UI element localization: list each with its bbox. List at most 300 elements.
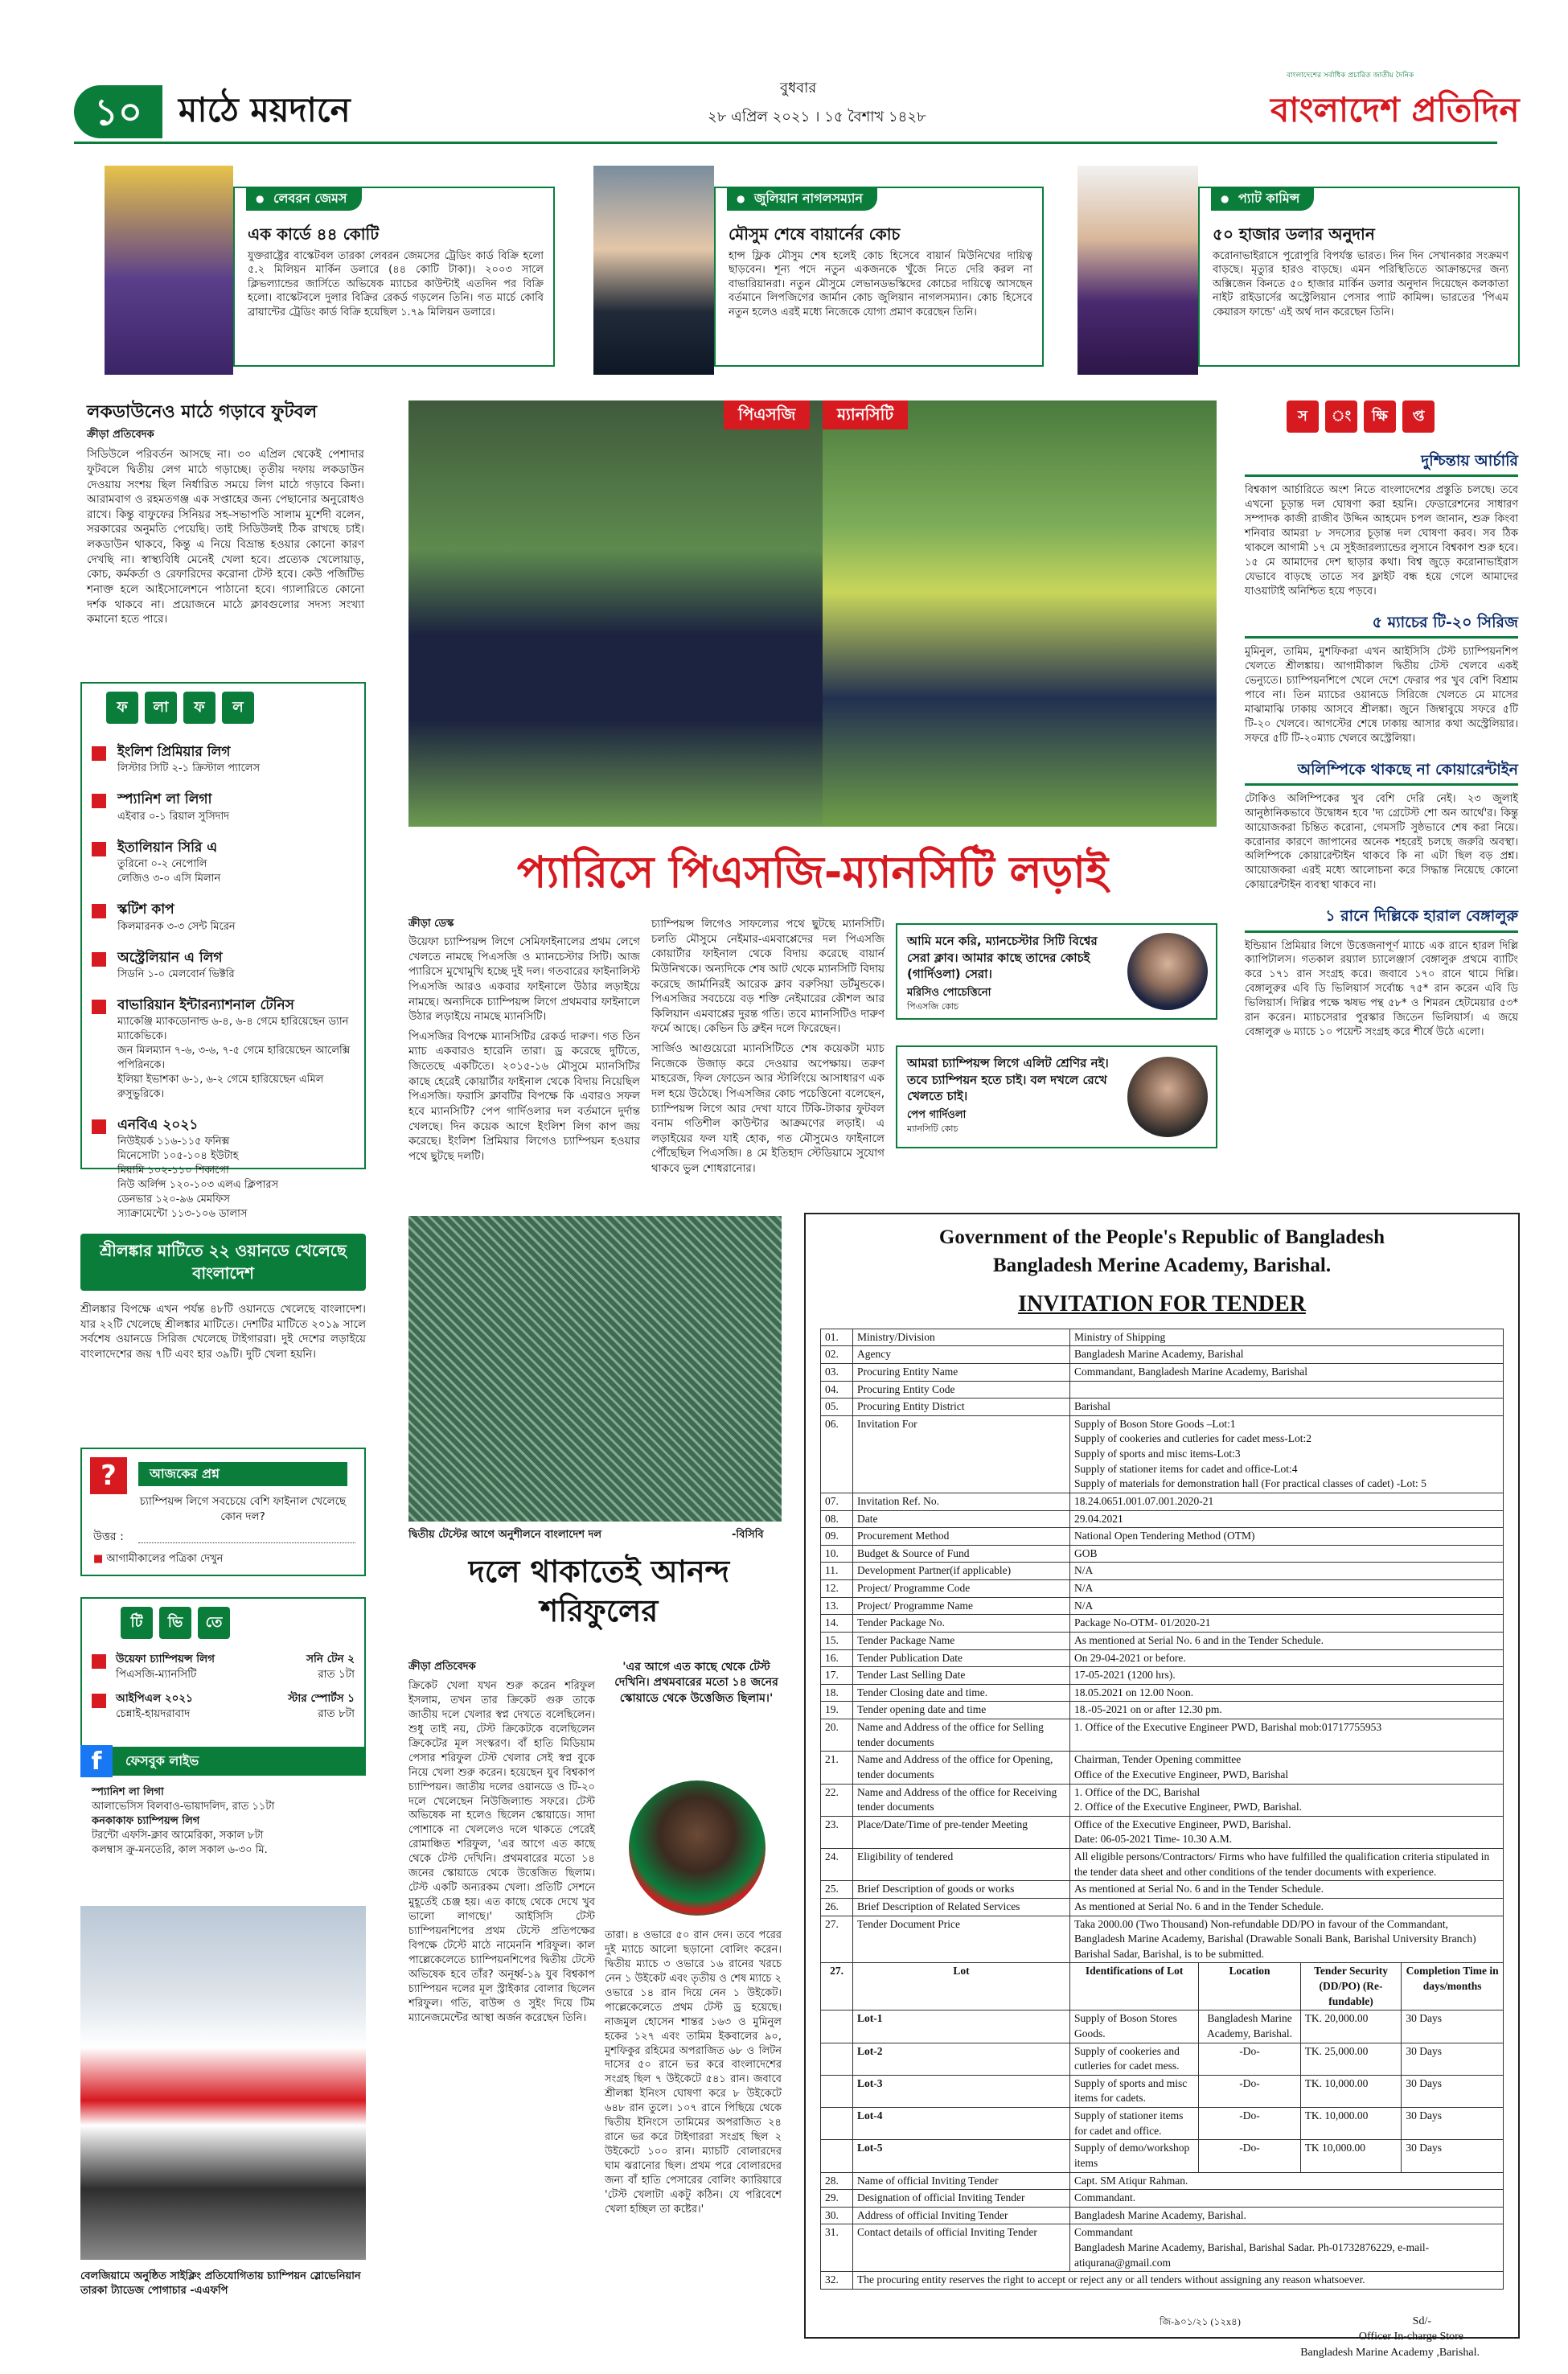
tender-row bbox=[821, 1816, 1504, 1848]
quiz-note bbox=[93, 1552, 223, 1567]
header-rule bbox=[74, 142, 1497, 144]
result-league: স্কটিশ কাপ bbox=[117, 902, 174, 918]
nagelsmann-photo bbox=[593, 166, 714, 375]
tender-sl: 09. bbox=[821, 1528, 853, 1546]
quiz-answer-label: উত্তর : bbox=[93, 1530, 124, 1543]
tender-label: Date bbox=[853, 1510, 1070, 1528]
tv-right bbox=[116, 1707, 355, 1722]
tender-value: Supply of Boson Store Goods –Lot:1 Supply of cookeries and cutleries for cadet mess-Lot:2 Supply of sports and misc items-Lot:3 Supply of stationer items for cadet and office-Lot:4 Supply of materials for demonstration hall (For practical classes of cadet) -Lot: 5 bbox=[1070, 1415, 1504, 1493]
result-item bbox=[92, 743, 355, 776]
tv-list bbox=[92, 1652, 355, 1722]
tender-label: Invitation For bbox=[853, 1415, 1070, 1493]
tv-item bbox=[92, 1652, 355, 1682]
tender-lot-desc: Supply of cookeries and cutleries for cadet mess. bbox=[1070, 2043, 1199, 2075]
pochettino-photo bbox=[1127, 933, 1208, 1010]
profile-body: করোনাভাইরাসে পুরোপুরি বিপর্যস্ত ভারত। দিন দিন সেখানকার সংক্রমণ বাড়ছে। মৃত্যুর হারও বাড়ছে। এমন পরিস্থিতিতে আক্রান্তদের জন্য অক্সিজেন কিনতে ৫০ হাজার মার্কিন ডলার অনুদান দিয়েছেন কলকাতা নাইট রাইডার্সের অস্ট্রেলিয়ান পেসার প্যাট কামিন্স। ভারতের 'পিএম কেয়ারস ফান্ডে' এই অর্থ দান করেছেন তিনি। bbox=[1213, 249, 1508, 318]
tv-channel: স্টার স্পোর্টস ১ bbox=[288, 1692, 355, 1706]
tender-ad bbox=[804, 1213, 1520, 2359]
tender-value: Taka 2000.00 (Two Thousand) Non-refundable DD/PO in favour of the Commandant, Bangladesh Marine Academy, Barishal (Drawable Sonali Bank, Barishal University Branch) Barishal Sadar, Barishal, is to be submitted. bbox=[1070, 1916, 1504, 1963]
tender-sl: 30. bbox=[821, 2207, 853, 2224]
tender-lot-loc: -Do- bbox=[1199, 2075, 1300, 2107]
tender-lot-head-cell: Location bbox=[1199, 1963, 1300, 2011]
tender-lot: Lot-5 bbox=[853, 2140, 1070, 2172]
tv-time: রাত ১টা bbox=[318, 1667, 355, 1681]
profile-body: হান্স ফ্লিক মৌসুম শেষ হলেই কোচ হিসেবে বায়ার্ন মিউনিখের দায়িত্ব ছাড়বেন। শূন্য পদে নতুন একজনকে খুঁজে নিতে দেরি করল না বাভারিয়ানরা। নতুন মৌসুমে লেভানডভস্কিদের কোচের দায়িত্বে আসছেন বর্তমানে লিপজিগের জার্মান কোচ জুলিয়ান নাগলসম্যান। কোচ হিসেবে নতুন হলেও এরই মধ্যে নিজেকে যোগ্য প্রমাণ করেছেন তিনি। bbox=[729, 249, 1032, 318]
quiz-answer-line bbox=[138, 1542, 355, 1543]
facebook-header bbox=[80, 1745, 366, 1777]
tender-label: Tender opening date and time bbox=[853, 1702, 1070, 1719]
result-item bbox=[92, 996, 355, 1102]
results-box bbox=[80, 682, 366, 1221]
shoriful-col2-text: তারা। ৪ ওভারে ৫০ রান দেন। তবে পরের দুই ম্যাচে আলো ছড়ানো বোলিং করেন। দ্বিতীয় ম্যাচে ৩ ওভারে ১৬ রানের খরচে নেন ১ উইকেট এবং তৃতীয় ও শেষ ম্যাচে ২ ওভারে ১৪ রান দিয়ে নেন ১ উইকেট। পাল্লেকেলেতে প্রথম টেস্ট ড্র হয়েছে। নাজমুল হোসেন শান্তর ১৬৩ ও মুমিনুল হকের ১২৭ এবং তামিম ইকবালের ৯০, মুশফিকুর রহিমের অপরাজিত ৬৮ ও লিটন দাসের ৫০ রানে ভর করে বাংলাদেশের সংগ্রহ ছিল ৭ উইকেটে ৫৪১ রান। জবাবে শ্রীলঙ্কা ইনিংস ঘোষণা করে ৮ উইকেটে ৬৪৮ রান তুলে। ১০৭ রানে পিছিয়ে থেকে দ্বিতীয় ইনিংসে তামিমের অপরাজিত ২৪ রানে ভর করে টাইগাররা সংগ্রহ ছিল ২ উইকেটে ১০০ রান। ম্যাচটি বোলারদের ঘাম ঝরানোর ছিল। প্রথম পরে বোলারদের জন্য বাঁ হাতি পেসারের বোলিং ক্যারিয়ারে 'টেস্ট খেলাটা একটু কঠিন। যে পরিবেশে খেলা হচ্ছিল তা কষ্টের।' bbox=[605, 1929, 782, 2216]
tender-lot: Lot-2 bbox=[853, 2043, 1070, 2075]
story-byline: ক্রীড়া প্রতিবেদক bbox=[87, 429, 154, 442]
tender-row bbox=[821, 1881, 1504, 1899]
tv-event: আইপিএল ২০২১ bbox=[116, 1692, 193, 1706]
tender-label: Tender Closing date and time. bbox=[853, 1684, 1070, 1702]
main-col1-p1: উয়েফা চ্যাম্পিয়ন্স লিগে সেমিফাইনালের প্রথম লেগে খেলতে নামছে পিএসজি ও ম্যানচেস্টার সিটি। আজ প্যারিসে মুখোমুখি হচ্ছে দুই দল। গতবারের ফাইনালিস্ট পিএসজি আরও একবার ফাইনালে উঠার লড়াইয়ে নামছে। অন্যদিকে চ্যাম্পিয়ন্স লিগে প্রথমবার ফাইনালে উঠার লড়াইয়ে নামছে ম্যানসিটি। bbox=[408, 935, 640, 1024]
tv-right bbox=[116, 1667, 355, 1682]
tender-sl: 25. bbox=[821, 1881, 853, 1899]
tender-row bbox=[821, 1916, 1504, 1963]
tender-lot-row bbox=[821, 2043, 1504, 2075]
tender-row bbox=[821, 1493, 1504, 1510]
tender-lot-sec: TK. 10,000.00 bbox=[1300, 2075, 1402, 2107]
tender-row bbox=[821, 1510, 1504, 1528]
tender-lot: Lot-3 bbox=[853, 2075, 1070, 2107]
tender-value: Commandant Bangladesh Marine Academy, Barishal, Barishal Sadar. Ph-01732876229, e-mail-atiqurana@gmail.com bbox=[1070, 2224, 1504, 2272]
tender-label: Budget & Source of Fund bbox=[853, 1545, 1070, 1563]
fb-event: স্প্যানিশ লা লিগা bbox=[92, 1786, 164, 1798]
tender-sl bbox=[821, 2108, 853, 2140]
shoriful-photo bbox=[629, 1780, 766, 1916]
tender-label: Address of official Inviting Tender bbox=[853, 2207, 1070, 2224]
shoriful-col1-text: ক্রিকেট খেলা যখন শুরু করেন শরিফুল ইসলাম, তখন তার ক্রিকেট গুরু তাকে জাতীয় দলে খেলার স্বপ্ন দেখতে বলেছিলেন। শুধু তাই নয়, টেস্ট ক্রিকেটকে বলেছিলেন ক্রিকেটের মূল সংস্করণ। বাঁ হাতি মিডিয়াম পেসার শরিফুল টেস্ট খেলার সেই স্বপ্ন বুকে নিয়ে খেলা শুরু করেন। হয়েছেন যুব বিশ্বকাপ চ্যাম্পিয়ন। জাতীয় দলের ওয়ানডে ও টি-২০ দলে খেলেছেন নিউজিল্যান্ড সফরে। টেস্ট অভিষেক না হলেও ছিলেন স্কোয়াডে। সাদা পোশাকে না খেললেও দলে থাকতে পেরেই রোমাঞ্চিত শরিফুল, 'এর আগে এত কাছে থেকে টেস্ট দেখিনি। প্রথমবারের মতো ১৪ জনের স্কোয়াডে থেকে উত্তেজিত ছিলাম। টেস্ট একটি অন্যরকম খেলা। প্রতিটি সেশনে মুহূর্তেই চেঞ্জ হয়। এত কাছে থেকে দেখে খুব ভালো লাগছে।' আইসিসি টেস্ট চ্যাম্পিয়নশিপের প্রথম টেস্টে প্রতিপক্ষের বিপক্ষে টেস্টে মাঠে নামেননি শরিফুল। কাল পাল্লেকেলেতে চ্যাম্পিয়নশিপের দ্বিতীয় টেস্টে অভিষেক হবে তাঁর? অনূর্ধ্ব-১৯ যুব বিশ্বকাপ চ্যাম্পিয়ন দলের মূল স্ট্রাইকার বোলার ছিলেন শরিফুল। গতি, বাউন্স ও সুইং দিয়ে টিম ম্যানেজমেন্টের আস্থা অর্জন করেছেন তিনি। bbox=[408, 1680, 595, 2024]
result-line: এইবার ০-১ রিয়াল সুসিদাদ bbox=[117, 810, 230, 823]
psg-photo bbox=[408, 400, 823, 827]
facebook-box bbox=[80, 1745, 366, 1866]
result-item bbox=[92, 901, 355, 934]
brief-chips bbox=[1287, 400, 1518, 433]
shoriful-headline: দলে থাকাতেই আনন্দ শরিফুলের bbox=[468, 1554, 730, 1629]
results-list bbox=[92, 743, 355, 1222]
results-chips bbox=[106, 692, 355, 724]
sign-officer: Officer In-charge Store bbox=[1358, 2331, 1463, 2343]
lockdown-story bbox=[87, 400, 364, 632]
brief-body: টোকিও অলিম্পিকের খুব বেশি দেরি নেই। ২৩ জুলাই আনুষ্ঠানিকভাবে উদ্বোধন হবে 'দ্য গ্রেটেস্ট শো অন আর্থে'র। কিন্তু আয়োজকরা চিন্তিত করোনা, গেমসটি সুষ্ঠভাবে শেষ করা নিয়ে। করোনার কারণে জাপানের অনেক শহরেই চলছে জরুরি অবস্থা। অলিম্পিকে কোয়ারেন্টাইন থাকবে কি না এটা ছিল বড় প্রশ্ন। আয়োজকরা এরই মধ্যে আলোচনা করে সিদ্ধান্ত নিয়েছে কোনো কোয়ারেন্টাইন ব্যবস্থা থাকবে না। bbox=[1245, 792, 1518, 892]
tender-value: Bangladesh Marine Academy, Barishal bbox=[1070, 1346, 1504, 1364]
tender-row bbox=[821, 2172, 1504, 2190]
tender-table bbox=[820, 1329, 1504, 2290]
tender-value: Commandant, Bangladesh Marine Academy, Barishal bbox=[1070, 1363, 1504, 1381]
tender-sl: 03. bbox=[821, 1363, 853, 1381]
tender-sl: 23. bbox=[821, 1816, 853, 1848]
result-line: জন মিলম্যান ৭-৬, ৩-৬, ৭-৫ গেমে হারিয়েছেন আলেক্সি পপিরিনকে। bbox=[117, 1045, 351, 1072]
tender-row bbox=[821, 2207, 1504, 2224]
chip: তে bbox=[198, 1607, 230, 1639]
tender-value: All eligible persons/Contractors/ Firms who have fulfilled the qualification criteria stipulated in the tender data sheet and other conditions of the tender documents with experience. bbox=[1070, 1849, 1504, 1881]
tender-lot-head-cell: Tender Security (DD/PO) (Re-fundable) bbox=[1300, 1963, 1402, 2011]
result-line: সিডনি ১-০ মেলবোর্ন ভিক্টরি bbox=[117, 967, 235, 980]
tender-value: 29.04.2021 bbox=[1070, 1510, 1504, 1528]
tag-psg: পিএসজি bbox=[724, 400, 810, 429]
tender-row bbox=[821, 1667, 1504, 1685]
tender-lot-head-cell: 27. bbox=[821, 1963, 853, 2011]
tender-value: Commandant. bbox=[1070, 2190, 1504, 2208]
tender-label: Development Partner(if applicable) bbox=[853, 1563, 1070, 1580]
tender-row bbox=[821, 1381, 1504, 1399]
tender-lot-time: 30 Days bbox=[1402, 2140, 1504, 2172]
tender-note: The procuring entity reserves the right to accept or reject any or all tenders without assigning any reason whatsoever. bbox=[853, 2272, 1504, 2290]
tender-label: Eligibility of tendered bbox=[853, 1849, 1070, 1881]
tender-label: Brief Description of Related Services bbox=[853, 1898, 1070, 1916]
shoriful-quote: 'এর আগে এত কাছে থেকে টেস্ট দেখিনি। প্রথমবারের মতো ১৪ জনের স্কোয়াডে থেকে উত্তেজিত ছিলাম।' bbox=[614, 1661, 778, 1705]
tender-label: Tender Publication Date bbox=[853, 1649, 1070, 1667]
tender-label: Designation of official Inviting Tender bbox=[853, 2190, 1070, 2208]
practice-caption: দ্বিতীয় টেস্টের আগে অনুশীলনে বাংলাদেশ দল bbox=[408, 1529, 602, 1541]
tender-value: Package No-OTM- 01/2020-21 bbox=[1070, 1615, 1504, 1633]
tender-sl: 04. bbox=[821, 1381, 853, 1399]
tender-org: Bangladesh Merine Academy, Barishal. bbox=[992, 1254, 1332, 1276]
tender-sl: 26. bbox=[821, 1898, 853, 1916]
tender-sl: 22. bbox=[821, 1784, 853, 1816]
bullet-icon: ■ bbox=[93, 1553, 107, 1565]
tender-value: 17-05-2021 (1200 hrs). bbox=[1070, 1667, 1504, 1685]
sign-org: Bangladesh Marine Academy ,Barishal. bbox=[1300, 2346, 1480, 2359]
chip: ল bbox=[222, 692, 254, 724]
result-bullet-icon bbox=[92, 952, 106, 967]
tender-lot-desc: Supply of Boson Stores Goods. bbox=[1070, 2011, 1199, 2043]
shoriful-col1 bbox=[408, 1679, 595, 2031]
sl-body: শ্রীলঙ্কার বিপক্ষে এখন পর্যন্ত ৪৮টি ওয়ানডে খেলেছে বাংলাদেশ। যার ২২টি খেলেছে শ্রীলঙ্কার মাটিতে। দেশটির মাটিতে ২০১৯ সালে সর্বশেষ ওয়ানডে সিরিজ খেলেছে টাইগাররা। দুই দেশের লড়াইয়ে বাংলাদেশের জয় ৭টি এবং হার ৩৯টি। দুটি খেলা হয়নি। bbox=[80, 1303, 366, 1362]
tender-sl: 10. bbox=[821, 1545, 853, 1563]
shoriful-col2 bbox=[605, 1928, 782, 2222]
result-line: কিলমারনক ৩-৩ সেন্ট মিরেন bbox=[117, 920, 236, 933]
tender-label: Name of official Inviting Tender bbox=[853, 2172, 1070, 2190]
chip: ক্ষি bbox=[1364, 400, 1396, 433]
chip: লা bbox=[145, 692, 177, 724]
tender-value bbox=[1070, 1381, 1504, 1399]
tender-sl: 21. bbox=[821, 1752, 853, 1784]
lebron-photo bbox=[105, 166, 233, 375]
section-title: মাঠে ময়দানে bbox=[179, 90, 351, 129]
result-item bbox=[92, 1116, 355, 1222]
tv-event: উয়েফা চ্যাম্পিয়ন্স লিগ bbox=[116, 1653, 215, 1665]
sl-title: শ্রীলঙ্কার মাটিতে ২২ ওয়ানডে খেলেছে বাংলাদেশ bbox=[80, 1234, 366, 1291]
tender-label: Procuring Entity Name bbox=[853, 1363, 1070, 1381]
result-line: ম্যাকেঞ্জি ম্যাকডোনাল্ড ৬-৪, ৬-৪ গেমে হারিয়েছেন ড্যান ম্যাকেভিকে। bbox=[117, 1016, 349, 1043]
tender-value: N/A bbox=[1070, 1580, 1504, 1598]
tender-label: Contact details of official Inviting Tender bbox=[853, 2224, 1070, 2272]
practice-photo bbox=[408, 1216, 782, 1522]
tender-sl: 06. bbox=[821, 1415, 853, 1493]
shoriful-byline: ক্রীড়া প্রতিবেদক bbox=[408, 1661, 476, 1673]
tender-label: Procuring Entity District bbox=[853, 1399, 1070, 1416]
tender-lot-row bbox=[821, 2011, 1504, 2043]
tender-label: Project/ Programme Name bbox=[853, 1597, 1070, 1615]
tender-value: National Open Tendering Method (OTM) bbox=[1070, 1528, 1504, 1546]
tender-lot-loc: -Do- bbox=[1199, 2043, 1300, 2075]
tender-row bbox=[821, 1702, 1504, 1719]
result-line: নিউইয়র্ক ১১৬-১১৫ ফনিক্স bbox=[117, 1136, 230, 1148]
tv-channel: সনি টেন ২ bbox=[306, 1653, 355, 1665]
main-col2-p1: চ্যাম্পিয়ন্স লিগেও সাফল্যের পথে ছুটছে ম্যানসিটি। চলতি মৌসুমে নেইমার-এমবাপ্পেদের দল পিএসজি কোয়ার্টার ফাইনাল থেকে বিদায় করেছে বায়ার্ন মিউনিখকে। অন্যদিকে শেষ আট থেকে ম্যানসিটি বিদায় করেছে জার্মানিরই আরেক ক্লাব বরুসিয়া ডর্টমুন্ডকে। পিএসজির সবচেয়ে বড় শক্তি নেইমারের কৌশল আর কিলিয়ান এমবাপ্পের দুরন্ত গতি। তবে ম্যানসিটিও দারুণ ফর্মে আছে। কেভিন ডি ব্রুইন দলে ফিরেছেন। bbox=[651, 918, 885, 1036]
tender-sl: 18. bbox=[821, 1684, 853, 1702]
tender-code: জি-৯০১/২১ (১২x৪) bbox=[1160, 2316, 1241, 2328]
tender-row bbox=[821, 1563, 1504, 1580]
tender-value: Barishal bbox=[1070, 1399, 1504, 1416]
tender-value: Ministry of Shipping bbox=[1070, 1329, 1504, 1346]
tv-time: রাত ৮টা bbox=[318, 1707, 355, 1720]
brief-title: ৫ ম্যাচের টি-২০ সিরিজ bbox=[1245, 612, 1518, 639]
tender-label: Name and Address of the office for Selling tender documents bbox=[853, 1719, 1070, 1752]
tender-label: Ministry/Division bbox=[853, 1329, 1070, 1346]
profile-tag: ● লেবরন জেমস bbox=[246, 187, 362, 211]
tender-value: As mentioned at Serial No. 6 and in the Tender Schedule. bbox=[1070, 1881, 1504, 1899]
tender-value: 18.-05-2021 on or after 12.30 pm. bbox=[1070, 1702, 1504, 1719]
tender-sl: 08. bbox=[821, 1510, 853, 1528]
tender-lot-time: 30 Days bbox=[1402, 2011, 1504, 2043]
brief-body: ইন্ডিয়ান প্রিমিয়ার লিগে উত্তেজনাপূর্ণ ম্যাচে এক রানে হারল দিল্লি ক্যাপিটালস। গতকাল রয়্যাল চ্যালেঞ্জার্স বেঙ্গালুরু প্রথমে ব্যাটিং করে ১৭১ রান সংগ্রহ করে। জবাবে ১৭০ রানে থামে দিল্লি। বেঙ্গালুরুর এবি ডি ভিলিয়ার্স সর্বোচ্চ ৭৫* রান করেন এবি ডি ভিলিয়ার্স। দিল্লির পক্ষে ঋষভ পন্থ ৫৮* ও শিমরন হেটমেয়ার ৫৩* রান করেন। ম্যাচসেরার পুরস্কার জিতেন ভিলিয়ার্স। এ জয়ে বেঙ্গালুরু ৬ ম্যাচে ১০ পয়েন্ট সংগ্রহ করে শীর্ষে উঠে এলো। bbox=[1245, 939, 1518, 1039]
tender-lot-desc: Supply of stationer items for cadet and office. bbox=[1070, 2108, 1199, 2140]
tv-chips bbox=[121, 1607, 355, 1639]
tender-label: Invitation Ref. No. bbox=[853, 1493, 1070, 1510]
story-body: সিডিউলে পরিবর্তন আসছে না। ৩০ এপ্রিল থেকেই পেশাদার ফুটবলে দ্বিতীয় লেগ মাঠে গড়াচ্ছে। তৃতীয় দফায় লকডাউন দেওয়ায় সংশয় ছিল নির্ধারিত সময়ে লিগ মাঠে গড়াবে কিনা। আরামবাগ ও রহমতগঞ্জ এক সপ্তাহের জন্য পেছানোর অনুরোধও রাখে। কিন্তু বাফুফের সিনিয়র সহ-সভাপতি সালাম মুর্শেদী বলেন, সরকারের অনুমতি পেয়েছি। তাই সিডিউলই ঠিক রাখছে চাই। লকডাউন থাকবে, কিন্তু এ নিয়ে বিভ্রান্ত হওয়ার কোনো কারণ দেখছি না। স্বাস্থ্যবিধি মেনেই খেলা হবে। প্রত্যেক খেলোয়াড়, কোচ, কর্মকর্তা ও রেফারিদের করোনা টেস্ট হবে। কেউ পজিটিভ শনাক্ত হলে আইসোলেশনে পাঠানো হবে। গ্যালারিতে কোনো দর্শক থাকবে না। প্রয়োজনে মাঠে ক্লাবগুলোর সদস্য সংখ্যা কমানো হতে পারে। bbox=[87, 448, 364, 626]
tender-gov: Government of the People's Republic of Bangladesh bbox=[938, 1226, 1385, 1248]
brief-title: দুশ্চিন্তায় আর্চারি bbox=[1245, 450, 1518, 477]
tender-row bbox=[821, 1346, 1504, 1364]
tender-sl: 17. bbox=[821, 1667, 853, 1685]
result-league: ইংলিশ প্রিমিয়ার লিগ bbox=[117, 744, 231, 760]
result-line: মিয়ামি ১০২-১১০ শিকাগো bbox=[117, 1164, 229, 1177]
result-item bbox=[92, 949, 355, 982]
tender-row bbox=[821, 1363, 1504, 1381]
tender-lot: Lot-4 bbox=[853, 2108, 1070, 2140]
tender-lot-loc: -Do- bbox=[1199, 2140, 1300, 2172]
tender-row bbox=[821, 1649, 1504, 1667]
tender-sl bbox=[821, 2075, 853, 2107]
tender-row bbox=[821, 1719, 1504, 1752]
quiz-heading: আজকের প্রশ্ন bbox=[138, 1462, 347, 1486]
tender-label: Procuring Entity Code bbox=[853, 1381, 1070, 1399]
quote1-name: মরিসিও পোচেত্তিনো bbox=[907, 987, 991, 1000]
tender-row bbox=[821, 1632, 1504, 1649]
quiz-icon: ? bbox=[90, 1457, 127, 1494]
brief-title: ১ রানে দিল্লিকে হারাল বেঙ্গালুরু bbox=[1245, 906, 1518, 932]
tender-sl: 13. bbox=[821, 1597, 853, 1615]
brief-body: মুমিনুল, তামিম, মুশফিকরা এখন আইসিসি টেস্ট চ্যাম্পিয়নশিপ খেলতে শ্রীলঙ্কায়। আগামীকাল দ্বিতীয় টেস্ট খেলবে একই ভেন্যুতে। চ্যাম্পিয়নশিপে খেলে দেশে ফেরার পর খুব বেশি বিশ্রাম পাবে না। তিন ম্যাচের ওয়ানডে সিরিজে খেলতে মে মাসের মাঝামাঝি ঢাকায় আসবে শ্রীলঙ্কা। জুনে জিম্বাবুয়ে সফরে ৫টি টি-২০ খেলবে। আগস্টের শেষে ঢাকায় আসার কথা অস্ট্রেলিয়ার। সফরে ৫টি টি-২০ম্যাচ খেলবে অস্ট্রেলিয়া। bbox=[1245, 645, 1518, 745]
tender-value: 18.05.2021 on 12.00 Noon. bbox=[1070, 1684, 1504, 1702]
result-line: ইলিয়া ইভাশকা ৬-১, ৬-২ গেমে হারিয়েছেন এমিল রুসুভুরিকে। bbox=[117, 1074, 324, 1101]
tender-label: Project/ Programme Code bbox=[853, 1580, 1070, 1598]
chip: স bbox=[1287, 400, 1319, 433]
tender-lot-row bbox=[821, 2140, 1504, 2172]
result-item bbox=[92, 839, 355, 886]
result-bullet-icon bbox=[92, 842, 106, 856]
quiz-question: চ্যাম্পিয়ন্স লিগে সবচেয়ে বেশি ফাইনাল খেলেছে কোন দল? bbox=[139, 1495, 347, 1523]
tv-bullet-icon bbox=[92, 1654, 106, 1669]
profile-title: মৌসুম শেষে বায়ার্নের কোচ bbox=[729, 224, 901, 244]
tender-sl: 20. bbox=[821, 1719, 853, 1752]
quote2-role: ম্যানসিটি কোচ bbox=[907, 1123, 958, 1134]
tender-value: 1. Office of the Executive Engineer PWD, Barishal mob:01717755953 bbox=[1070, 1719, 1504, 1752]
tv-left bbox=[116, 1691, 355, 1707]
tender-sl: 05. bbox=[821, 1399, 853, 1416]
tender-sl: 07. bbox=[821, 1493, 853, 1510]
tv-bullet-icon bbox=[92, 1694, 106, 1708]
result-league: ইতালিয়ান সিরি এ bbox=[117, 839, 218, 856]
tender-row bbox=[821, 1684, 1504, 1702]
result-line: স্যাক্রামেন্টো ১১৩-১০৬ ডালাস bbox=[117, 1208, 248, 1221]
tender-row bbox=[821, 2272, 1504, 2290]
quote1-role: পিএসজি কোচ bbox=[907, 1001, 959, 1012]
result-league: অস্ট্রেলিয়ান এ লিগ bbox=[117, 949, 223, 966]
tender-lot-time: 30 Days bbox=[1402, 2108, 1504, 2140]
result-league: স্প্যানিশ লা লিগা bbox=[117, 791, 212, 808]
profile-body: যুক্তরাষ্ট্রের বাস্কেটবল তারকা লেবরন জেমসের ট্রেডিং কার্ড বিক্রি হলো ৫.২ মিলিয়ন মার্কিন ডলারে (৪৪ কোটি টাকা)। ২০০৩ সালে ক্লিভল্যান্ডের জার্সিতে অভিষেক ম্যাচের কাউন্টাই এতদিন পর বিক্রি হলো। বাস্কেটবলে দুলার বিক্রির রেকর্ড গড়লেন তিনি। গত মার্চে কোবি ব্রায়ান্টের ট্রেডিং কার্ড বিক্রি হয়েছিল ১.৭৯ মিলিয়ন ডলারে। bbox=[248, 249, 544, 318]
story-title: লকডাউনেও মাঠে গড়াবে ফুটবল bbox=[87, 402, 318, 422]
tender-label: Place/Date/Time of pre-tender Meeting bbox=[853, 1816, 1070, 1848]
chip: ফ bbox=[183, 692, 215, 724]
fb-list bbox=[80, 1777, 366, 1866]
header-date: ২৮ এপ্রিল ২০২১ । ১৫ বৈশাখ ১৪২৮ bbox=[708, 109, 926, 125]
profile-nagelsmann bbox=[714, 187, 1044, 367]
chip: প্ত bbox=[1402, 400, 1435, 433]
tender-row bbox=[821, 1399, 1504, 1416]
tender-value: Office of the Executive Engineer, PWD, Barishal. Date: 06-05-2021 Time- 10.30 A.M. bbox=[1070, 1816, 1504, 1848]
main-byline: ক্রীড়া ডেস্ক bbox=[408, 918, 454, 930]
tender-value: As mentioned at Serial No. 6 and in the Tender Schedule. bbox=[1070, 1898, 1504, 1916]
tender-value: N/A bbox=[1070, 1563, 1504, 1580]
profile-lebron bbox=[233, 187, 555, 367]
tender-sl: 02. bbox=[821, 1346, 853, 1364]
tender-sl bbox=[821, 2043, 853, 2075]
brand-logo: বাংলাদেশ প্রতিদিন bbox=[1270, 90, 1520, 129]
tender-value: 1. Office of the DC, Barishal 2. Office of the Executive Engineer, PWD, Barishal. bbox=[1070, 1784, 1504, 1816]
quote1-text: আমি মনে করি, ম্যানচেস্টার সিটি বিশ্বের সেরা ক্লাব। আমার কাছে তাদের কোচই (গার্দিওলা) সেরা। bbox=[907, 934, 1098, 982]
brief-list bbox=[1245, 450, 1518, 1040]
tender-lot-desc: Supply of sports and misc items for cadets. bbox=[1070, 2075, 1199, 2107]
profile-cummins bbox=[1198, 187, 1520, 367]
tender-value: As mentioned at Serial No. 6 and in the Tender Schedule. bbox=[1070, 1632, 1504, 1649]
tender-value: GOB bbox=[1070, 1545, 1504, 1563]
tender-lot-time: 30 Days bbox=[1402, 2043, 1504, 2075]
result-bullet-icon bbox=[92, 746, 106, 761]
tender-lot-head-cell: Lot bbox=[853, 1963, 1070, 2011]
tender-sl: 27. bbox=[821, 1916, 853, 1963]
tender-label: Tender Document Price bbox=[853, 1916, 1070, 1963]
tender-lot-head-cell: Identifications of Lot bbox=[1070, 1963, 1199, 2011]
tender-label: Brief Description of goods or works bbox=[853, 1881, 1070, 1899]
tender-row bbox=[821, 1528, 1504, 1546]
tender-row bbox=[821, 2224, 1504, 2272]
sign-sd: Sd/- bbox=[1412, 2314, 1431, 2327]
tender-row bbox=[821, 1597, 1504, 1615]
tender-lot-sec: TK. 25,000.00 bbox=[1300, 2043, 1402, 2075]
tender-lot-loc: -Do- bbox=[1199, 2108, 1300, 2140]
tender-sl bbox=[821, 2011, 853, 2043]
tender-sl: 16. bbox=[821, 1649, 853, 1667]
tender-value: Capt. SM Atiqur Rahman. bbox=[1070, 2172, 1504, 2190]
tender-lot-desc: Supply of demo/workshop items bbox=[1070, 2140, 1199, 2172]
tender-value: 18.24.0651.001.07.001.2020-21 bbox=[1070, 1493, 1504, 1510]
main-col2 bbox=[651, 917, 885, 1181]
tender-lot-sec: TK. 10,000.00 bbox=[1300, 2108, 1402, 2140]
tender-sl: 11. bbox=[821, 1563, 853, 1580]
tender-row bbox=[821, 2190, 1504, 2208]
chip: টি bbox=[121, 1607, 153, 1639]
chip: ভি bbox=[159, 1607, 191, 1639]
result-line: লিস্টার সিটি ২-১ ক্রিস্টাল প্যালেস bbox=[117, 762, 261, 775]
chip: ং bbox=[1325, 400, 1357, 433]
profile-tag: ● জুলিয়ান নাগলসম্যান bbox=[727, 187, 877, 211]
tv-left bbox=[116, 1652, 355, 1667]
tender-value: Bangladesh Marine Academy, Barishal. bbox=[1070, 2207, 1504, 2224]
tender-lot-head-cell: Completion Time in days/months bbox=[1402, 1963, 1504, 2011]
main-col2-p2: সার্জিও আগুয়েরো ম্যানসিটিতে শেষ কয়েকটা ম্যাচ নিজেকে উজাড় করে দেওয়ার অপেক্ষায়। তরুণ মাহরেজ, ফিল ফোডেন আর স্টার্লিংয়ে আসাধারণ এক দল হয়ে উঠেছে। পিএসজির কোচ পচেত্তিনো বলেছেন, চ্যাম্পিয়ন্স লিগে আর দেখা যাবে টিকি-টাকার ফুটবল বনাম গতিশীল কাউন্টার আক্রমণের লড়াই। এ লড়াইয়ের ফল যাই হোক, গত মৌসুমেও ফাইনালে পৌঁছেছিল পিএসজি। ৪ মে ইতিহাদ স্টেডিয়ামে সুযোগ থাকবে ভুল শোধরানোর। bbox=[651, 1042, 885, 1175]
tag-mancity: ম্যানসিটি bbox=[823, 400, 908, 429]
tender-sl: 19. bbox=[821, 1702, 853, 1719]
cyclist-caption: বেলজিয়ামে অনুষ্ঠিত সাইক্লিং প্রতিযোগিতায় চ্যাম্পিয়ন স্লোভেনিয়ান তারকা ট্যাডেজ পোগাচার -এএফপি bbox=[80, 2270, 361, 2297]
main-col1-p2: পিএসজির বিপক্ষে ম্যানসিটির রেকর্ড দারুণ। গত তিন ম্যাচ একবারও হারেনি তারা। ড্র করেছে দুটিতে, জিতেছে একটিতে। ২০১৫-১৬ মৌসুমে ম্যানসিটির কাছে হেরেই কোয়ার্টার ফাইনাল থেকে বিদায় নিয়েছিল পিএসজি। ফরাসি ক্লাবটির বিপক্ষে কি এবারও সফল হবে ম্যানসিটি? পেপ গার্দিওলার দল বর্তমানে দুর্দান্ত খেলছে। দিন কয়েক আগে ইংলিশ লিগ কাপ জয় করেছে। ইংলিশ প্রিমিয়ার লিগেও চ্যাম্পিয়ন হওয়ার পথে ছুটছে দলটি। bbox=[408, 1029, 640, 1163]
tender-lot: Lot-1 bbox=[853, 2011, 1070, 2043]
tender-sl: 29. bbox=[821, 2190, 853, 2208]
result-bullet-icon bbox=[92, 904, 106, 918]
page-number: ১০ bbox=[74, 85, 162, 138]
quote-box-1 bbox=[896, 923, 1217, 1020]
tender-lot-row bbox=[821, 2075, 1504, 2107]
result-league: এনবিএ ২০২১ bbox=[117, 1116, 199, 1133]
tender-label: Tender Package No. bbox=[853, 1615, 1070, 1633]
tender-sl: 01. bbox=[821, 1329, 853, 1346]
tender-sl: 14. bbox=[821, 1615, 853, 1633]
tv-match: পিএসজি-ম্যানসিটি bbox=[116, 1667, 197, 1681]
tender-lot-sec: TK 10,000.00 bbox=[1300, 2140, 1402, 2172]
brief-column bbox=[1245, 400, 1518, 1053]
tv-box bbox=[80, 1597, 366, 1758]
practice-credit: -বিসিবি bbox=[732, 1529, 764, 1541]
result-bullet-icon bbox=[92, 1119, 106, 1134]
tender-sl: 15. bbox=[821, 1632, 853, 1649]
tender-label: Procurement Method bbox=[853, 1528, 1070, 1546]
quiz-note-text: আগামীকালের পত্রিকা দেখুন bbox=[106, 1553, 224, 1565]
tender-value: N/A bbox=[1070, 1597, 1504, 1615]
quiz-box bbox=[80, 1448, 366, 1576]
tender-row bbox=[821, 1784, 1504, 1816]
tender-lot-time: 30 Days bbox=[1402, 2075, 1504, 2107]
result-line: লেজিও ৩-০ এসি মিলান bbox=[117, 873, 221, 885]
tender-row bbox=[821, 1329, 1504, 1346]
fb-match: কলম্বাস ক্রু-মনতেরি, কাল সকাল ৬-৩০ মি. bbox=[92, 1843, 268, 1856]
tender-label: Tender Package Name bbox=[853, 1632, 1070, 1649]
result-line: ডেনভার ১২০-৯৬ মেমফিস bbox=[117, 1193, 230, 1206]
profile-tag: ● প্যাট কামিন্স bbox=[1211, 187, 1314, 211]
main-col1 bbox=[408, 934, 640, 1169]
brief-body: বিশ্বকাপ আর্চারিতে অংশ নিতে বাংলাদেশের প্রস্তুতি চলছে। তবে এখনো চূড়ান্ত দল ঘোষণা করা হয়নি। ফেডারেশনের সাধারণ সম্পাদক কাজী রাজীব উদ্দিন আহমেদ চপল জানান, শুক্র কিংবা শনিবার আমরা ৮ সদস্যের চূড়ান্ত দল ঘোষণা করব। সব ঠিক থাকলে আগামী ১৭ মে সুইজারল্যান্ডের লুসানে বিশ্বকাপ শুরু হবে। ১৫ মে আমাদের দেশ ছাড়ার কথা। বিশ্ব জুড়ে করোনাভাইরাস যেভাবে বাড়ছে তাতে সব ফ্লাইট বন্ধ হয়ে গেলে আমাদের যাওয়াটাই অনিশ্চিত হয়ে পড়বে। bbox=[1245, 484, 1518, 598]
brief-title: অলিম্পিকে থাকছে না কোয়ারেন্টাইন bbox=[1245, 759, 1518, 786]
fb-match: টরন্টো এফসি-ক্লাব আমেরিকা, সকাল ৮টা bbox=[92, 1829, 264, 1842]
tender-row bbox=[821, 1415, 1504, 1493]
fb-event: কনকাকাফ চ্যাম্পিয়ন্স লিগ bbox=[92, 1814, 200, 1827]
tender-row bbox=[821, 1615, 1504, 1633]
tender-sl: 32. bbox=[821, 2272, 853, 2290]
facebook-icon: f bbox=[80, 1745, 113, 1777]
tender-lot-sec: TK. 20,000.00 bbox=[1300, 2011, 1402, 2043]
tender-label: Name and Address of the office for Opening, tender documents bbox=[853, 1752, 1070, 1784]
tender-sl: 31. bbox=[821, 2224, 853, 2272]
profile-title: এক কার্ডে ৪৪ কোটি bbox=[248, 224, 380, 244]
tender-title: INVITATION FOR TENDER bbox=[1018, 1292, 1306, 1316]
